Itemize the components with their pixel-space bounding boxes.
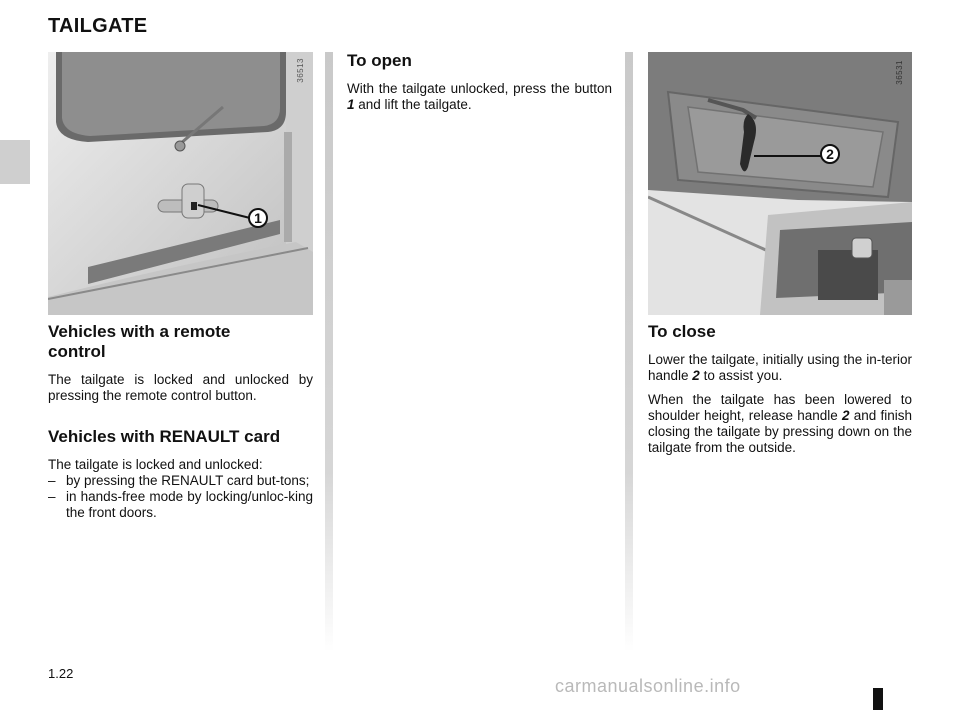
- ref-2: 2: [692, 368, 700, 383]
- watermark: carmanualsonline.info: [555, 676, 741, 696]
- heading-to-close: To close: [648, 322, 716, 341]
- remote-control-text: The tailgate is locked and unlocked by pressing the remote control button.: [48, 372, 313, 403]
- renault-card-intro: The tailgate is locked and unlocked:: [48, 457, 263, 472]
- section-remote-control: [48, 322, 313, 404]
- heading-remote-control: Vehicles with a remote control: [48, 322, 231, 361]
- to-close-p1-a: Lower the tailgate, initially using the in-terior handle: [648, 352, 912, 383]
- to-open-text-a: With the tailgate unlocked, press the button: [347, 81, 612, 96]
- corner-mark: [873, 688, 883, 710]
- heading-to-open: To open: [347, 51, 412, 70]
- column-rule-left: [325, 52, 333, 652]
- to-open-text-b: and lift the tailgate.: [354, 97, 472, 112]
- side-tab: [0, 140, 30, 184]
- figure-code-left: 36513: [296, 58, 305, 83]
- list-item: – in hands-free mode by locking/unloc-king the front doors.: [48, 489, 313, 521]
- to-close-p1-b: to assist you.: [699, 368, 783, 383]
- to-close-p2-a: When the tailgate has been lowered to shoulder height, release handle: [648, 392, 912, 423]
- page-number: 1.22: [48, 666, 74, 681]
- ref-1: 1: [347, 97, 355, 112]
- figure-tailgate-exterior: [48, 52, 313, 315]
- page-title: TAILGATE: [48, 15, 148, 37]
- to-close-text-2: [648, 392, 912, 456]
- list-item: – by pressing the RENAULT card but-tons;: [48, 473, 313, 489]
- to-open-text: [347, 81, 612, 113]
- section-to-open: [347, 51, 612, 113]
- to-close-text-1: [648, 352, 912, 384]
- tailgate-exterior-illustration: [48, 52, 313, 315]
- tailgate-interior-illustration: [648, 52, 912, 315]
- ref-2b: 2: [842, 408, 850, 423]
- heading-renault-card: Vehicles with RENAULT card: [48, 427, 281, 446]
- figure-tailgate-interior: [648, 52, 912, 315]
- column-rule-right: [625, 52, 633, 652]
- figure-code-right: 36531: [895, 60, 904, 85]
- section-to-close: [648, 322, 912, 456]
- section-renault-card: [48, 427, 313, 521]
- callout-1: 1: [248, 208, 268, 228]
- callout-2: 2: [820, 144, 840, 164]
- renault-card-list: [48, 473, 313, 521]
- to-close-p2-b: and finish closing the tailgate by pressing down on the tailgate from the outside.: [648, 408, 913, 455]
